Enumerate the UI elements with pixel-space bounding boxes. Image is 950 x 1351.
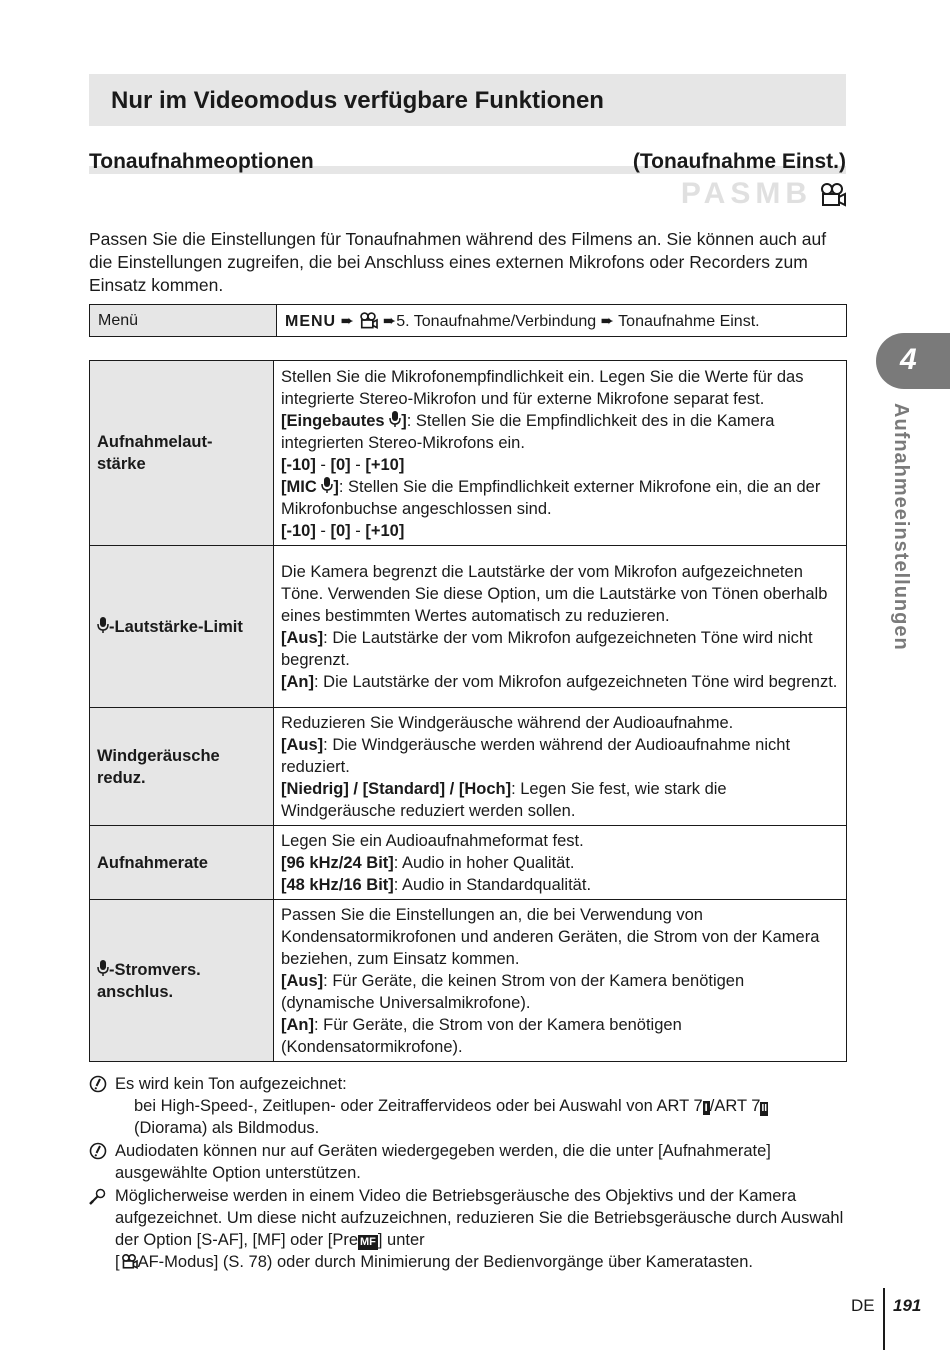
option-label: [48 kHz/16 Bit] xyxy=(281,876,394,894)
note-text: bei High-Speed-, Zeitlupen- oder Zeitraffervideos oder bei Auswahl von ART 7 xyxy=(134,1097,703,1115)
row-intro: Passen Sie die Einstellungen an, die bei Verwendung von Kondensatormikrofonen und anderen Geräten, die Strom von der Kamera beziehen, zum Einsatz kommen. xyxy=(281,906,820,968)
row-intro: Reduzieren Sie Windgeräusche während der Audioaufnahme. xyxy=(281,714,734,732)
option-line xyxy=(281,476,840,520)
section-title: Tonaufnahmeoptionen xyxy=(89,150,314,173)
option-line xyxy=(281,1014,840,1058)
range-value: [0] xyxy=(330,521,351,540)
note-text: /ART 7 xyxy=(709,1097,761,1115)
row-value xyxy=(274,900,847,1062)
intro-paragraph: Passen Sie die Einstellungen für Tonaufnahmen während des Filmens an. Sie können auch auf die Einstellungen zugreifen, die bei Anschluss eines externen Mikrofons oder Recorders zum Einsatz kommen. xyxy=(89,229,827,295)
row-key xyxy=(90,900,274,1062)
chapter-side-label: Aufnahmeeinstellungen xyxy=(890,403,912,651)
option-text: : Stellen Sie die Empfindlichkeit externer Mikrofone ein, die an der Mikrofonbuchse angeschlossen sind. xyxy=(281,477,821,518)
note-head: Es wird kein Ton aufgezeichnet: xyxy=(115,1075,347,1093)
table-row xyxy=(90,708,847,826)
option-text: : Die Windgeräusche werden während der Audioaufnahme nicht reduziert. xyxy=(281,736,791,776)
option-text: : Die Lautstärke der vom Mikrofon aufgezeichneten Töne wird nicht begrenzt. xyxy=(281,629,813,669)
option-text: : Für Geräte, die Strom von der Kamera benötigen (Kondensatormikrofone). xyxy=(281,1016,682,1056)
note-text: ] unter xyxy=(377,1231,425,1249)
option-line xyxy=(281,671,840,693)
row-key xyxy=(90,708,274,826)
option-line xyxy=(281,778,840,822)
caution-icon xyxy=(89,1075,107,1093)
menu-path-submenu: 5. Tonaufnahme/Verbindung xyxy=(396,312,597,330)
range-value: [+10] xyxy=(365,455,405,474)
caution-icon xyxy=(89,1142,107,1160)
range-sep: - xyxy=(315,521,331,540)
movie-mode-icon xyxy=(120,1253,138,1269)
option-line xyxy=(281,627,840,671)
range-value: [-10] xyxy=(281,455,316,474)
option-line xyxy=(281,852,840,874)
table-row xyxy=(90,361,847,546)
arrow-icon: ➨ xyxy=(382,312,397,330)
row-intro: Stellen Sie die Mikrofonempfindlichkeit ein. Legen Sie die Werte für das integrierte Stereo-Mikrofon und für externe Mikrofone separat fest. xyxy=(281,367,804,408)
option-text: : Stellen Sie die Empfindlichkeit des in die Kamera integrierten Stereo-Mikrofons ein. xyxy=(281,411,775,452)
row-key-text: -Stromvers. xyxy=(109,960,201,979)
option-line xyxy=(281,410,840,454)
row-key-line xyxy=(97,959,266,981)
row-key xyxy=(90,546,274,708)
row-key-line: Windgeräusche xyxy=(97,746,220,765)
option-label: [Aus] xyxy=(281,972,324,990)
microphone-icon xyxy=(389,411,401,428)
option-line xyxy=(281,970,840,1014)
menu-label: Menü xyxy=(90,305,277,337)
option-label-end: ] xyxy=(401,411,407,430)
row-key-line: stärke xyxy=(97,455,146,473)
note-text: (Diorama) als Bildmodus. xyxy=(134,1119,320,1137)
notes-section xyxy=(89,1073,859,1274)
microphone-icon xyxy=(97,960,109,977)
option-label: [An] xyxy=(281,673,314,691)
option-label: [Aus] xyxy=(281,629,324,647)
menu-path-item: Tonaufnahme Einst. xyxy=(618,312,760,330)
option-text: : Audio in Standardqualität. xyxy=(393,876,592,894)
section-header xyxy=(89,150,846,174)
option-line xyxy=(281,874,840,896)
chapter-banner xyxy=(89,74,846,126)
caution-note xyxy=(89,1073,859,1139)
range-sep: - xyxy=(350,521,366,540)
option-label: [Niedrig] / [Standard] / [Hoch] xyxy=(281,780,512,798)
mode-letters: PASMB xyxy=(680,177,812,210)
row-value xyxy=(274,708,847,826)
note-text: AF-Modus] (S. 78) oder durch Minimierung der Bedienvorgänge über Kameratasten. xyxy=(137,1253,753,1271)
row-intro: Die Kamera begrenzt die Lautstärke der vom Mikrofon aufgezeichneten Töne. Verwenden Sie diese Option, um die Lautstärke von Tönen oberhalb eines bestimmten Wertes automatisch zu reduzieren. xyxy=(281,563,828,625)
note-text: Audiodaten können nur auf Geräten wiedergegeben werden, die die unter [Aufnahmerate] ausgewählte Option unterstützen. xyxy=(115,1142,771,1182)
art-variant-badge: II xyxy=(761,1103,768,1114)
option-label: [96 kHz/24 Bit] xyxy=(281,854,394,872)
option-label: [An] xyxy=(281,1016,314,1034)
table-row xyxy=(90,900,847,1062)
shooting-modes xyxy=(681,178,846,210)
range-line xyxy=(281,454,840,476)
note-text: Möglicherweise werden in einem Video die Betriebsgeräusche des Objektivs und der Kamera aufgezeichnet. Um diese nicht aufzuzeichnen, reduzieren Sie die Betriebsgeräusche durch Auswahl der Option [S-AF], [MF] oder [Pre xyxy=(115,1187,844,1249)
chapter-tab xyxy=(876,333,950,389)
caution-note xyxy=(89,1140,859,1184)
row-key xyxy=(90,361,274,546)
arrow-icon: ➨ xyxy=(600,312,615,330)
menu-path-table xyxy=(89,304,847,337)
movie-mode-icon xyxy=(818,181,846,207)
movie-menu-icon xyxy=(358,311,378,329)
menu-word: MENU xyxy=(285,312,337,330)
row-intro: Legen Sie ein Audioaufnahmeformat fest. xyxy=(281,832,584,850)
page-title: Nur im Videomodus verfügbare Funktionen xyxy=(111,87,604,114)
range-value: [-10] xyxy=(281,521,316,540)
range-line xyxy=(281,520,840,542)
microphone-icon xyxy=(97,617,109,634)
note-body xyxy=(115,1095,859,1139)
option-text: : Legen Sie fest, wie stark die Windgeräusche reduziert werden sollen. xyxy=(281,780,727,820)
range-value: [0] xyxy=(330,455,351,474)
option-text: : Für Geräte, die keinen Strom von der Kamera benötigen (dynamische Universalmikrofone). xyxy=(281,972,745,1012)
range-sep: - xyxy=(315,455,331,474)
function-table xyxy=(89,360,847,1062)
option-label: [Eingebautes xyxy=(281,411,390,430)
arrow-icon: ➨ xyxy=(340,312,354,330)
chapter-number: 4 xyxy=(900,343,917,376)
option-line xyxy=(281,734,840,778)
note-text: [ xyxy=(115,1253,120,1271)
option-label: [Aus] xyxy=(281,736,324,754)
range-value: [+10] xyxy=(365,521,405,540)
option-label-end: ] xyxy=(333,477,339,496)
row-value xyxy=(274,826,847,900)
option-text: : Die Lautstärke der vom Mikrofon aufgezeichneten Töne wird begrenzt. xyxy=(313,673,838,691)
range-sep: - xyxy=(350,455,366,474)
row-value xyxy=(274,361,847,546)
section-subtitle: (Tonaufnahme Einst.) xyxy=(632,150,846,173)
option-label: [MIC xyxy=(281,477,322,496)
tip-icon xyxy=(89,1187,107,1205)
note-body xyxy=(115,1185,859,1273)
row-key-line: Aufnahmelaut- xyxy=(97,433,213,451)
language-code: DE xyxy=(851,1296,875,1315)
mf-badge: MF xyxy=(360,1236,376,1248)
row-key: Aufnahmerate xyxy=(90,826,274,900)
row-value xyxy=(274,546,847,708)
table-row xyxy=(90,826,847,900)
row-key-line: reduz. xyxy=(97,768,146,787)
page-number: 191 xyxy=(893,1296,922,1315)
art-variant-badge: I xyxy=(704,1102,708,1114)
row-key-line: anschlus. xyxy=(97,982,174,1001)
footer-divider xyxy=(883,1288,885,1350)
microphone-icon xyxy=(321,477,333,494)
table-row xyxy=(90,546,847,708)
menu-path xyxy=(277,305,847,337)
row-key-line: -Lautstärke-Limit xyxy=(109,617,243,636)
option-text: : Audio in hoher Qualität. xyxy=(393,854,575,872)
tip-note xyxy=(89,1185,859,1273)
